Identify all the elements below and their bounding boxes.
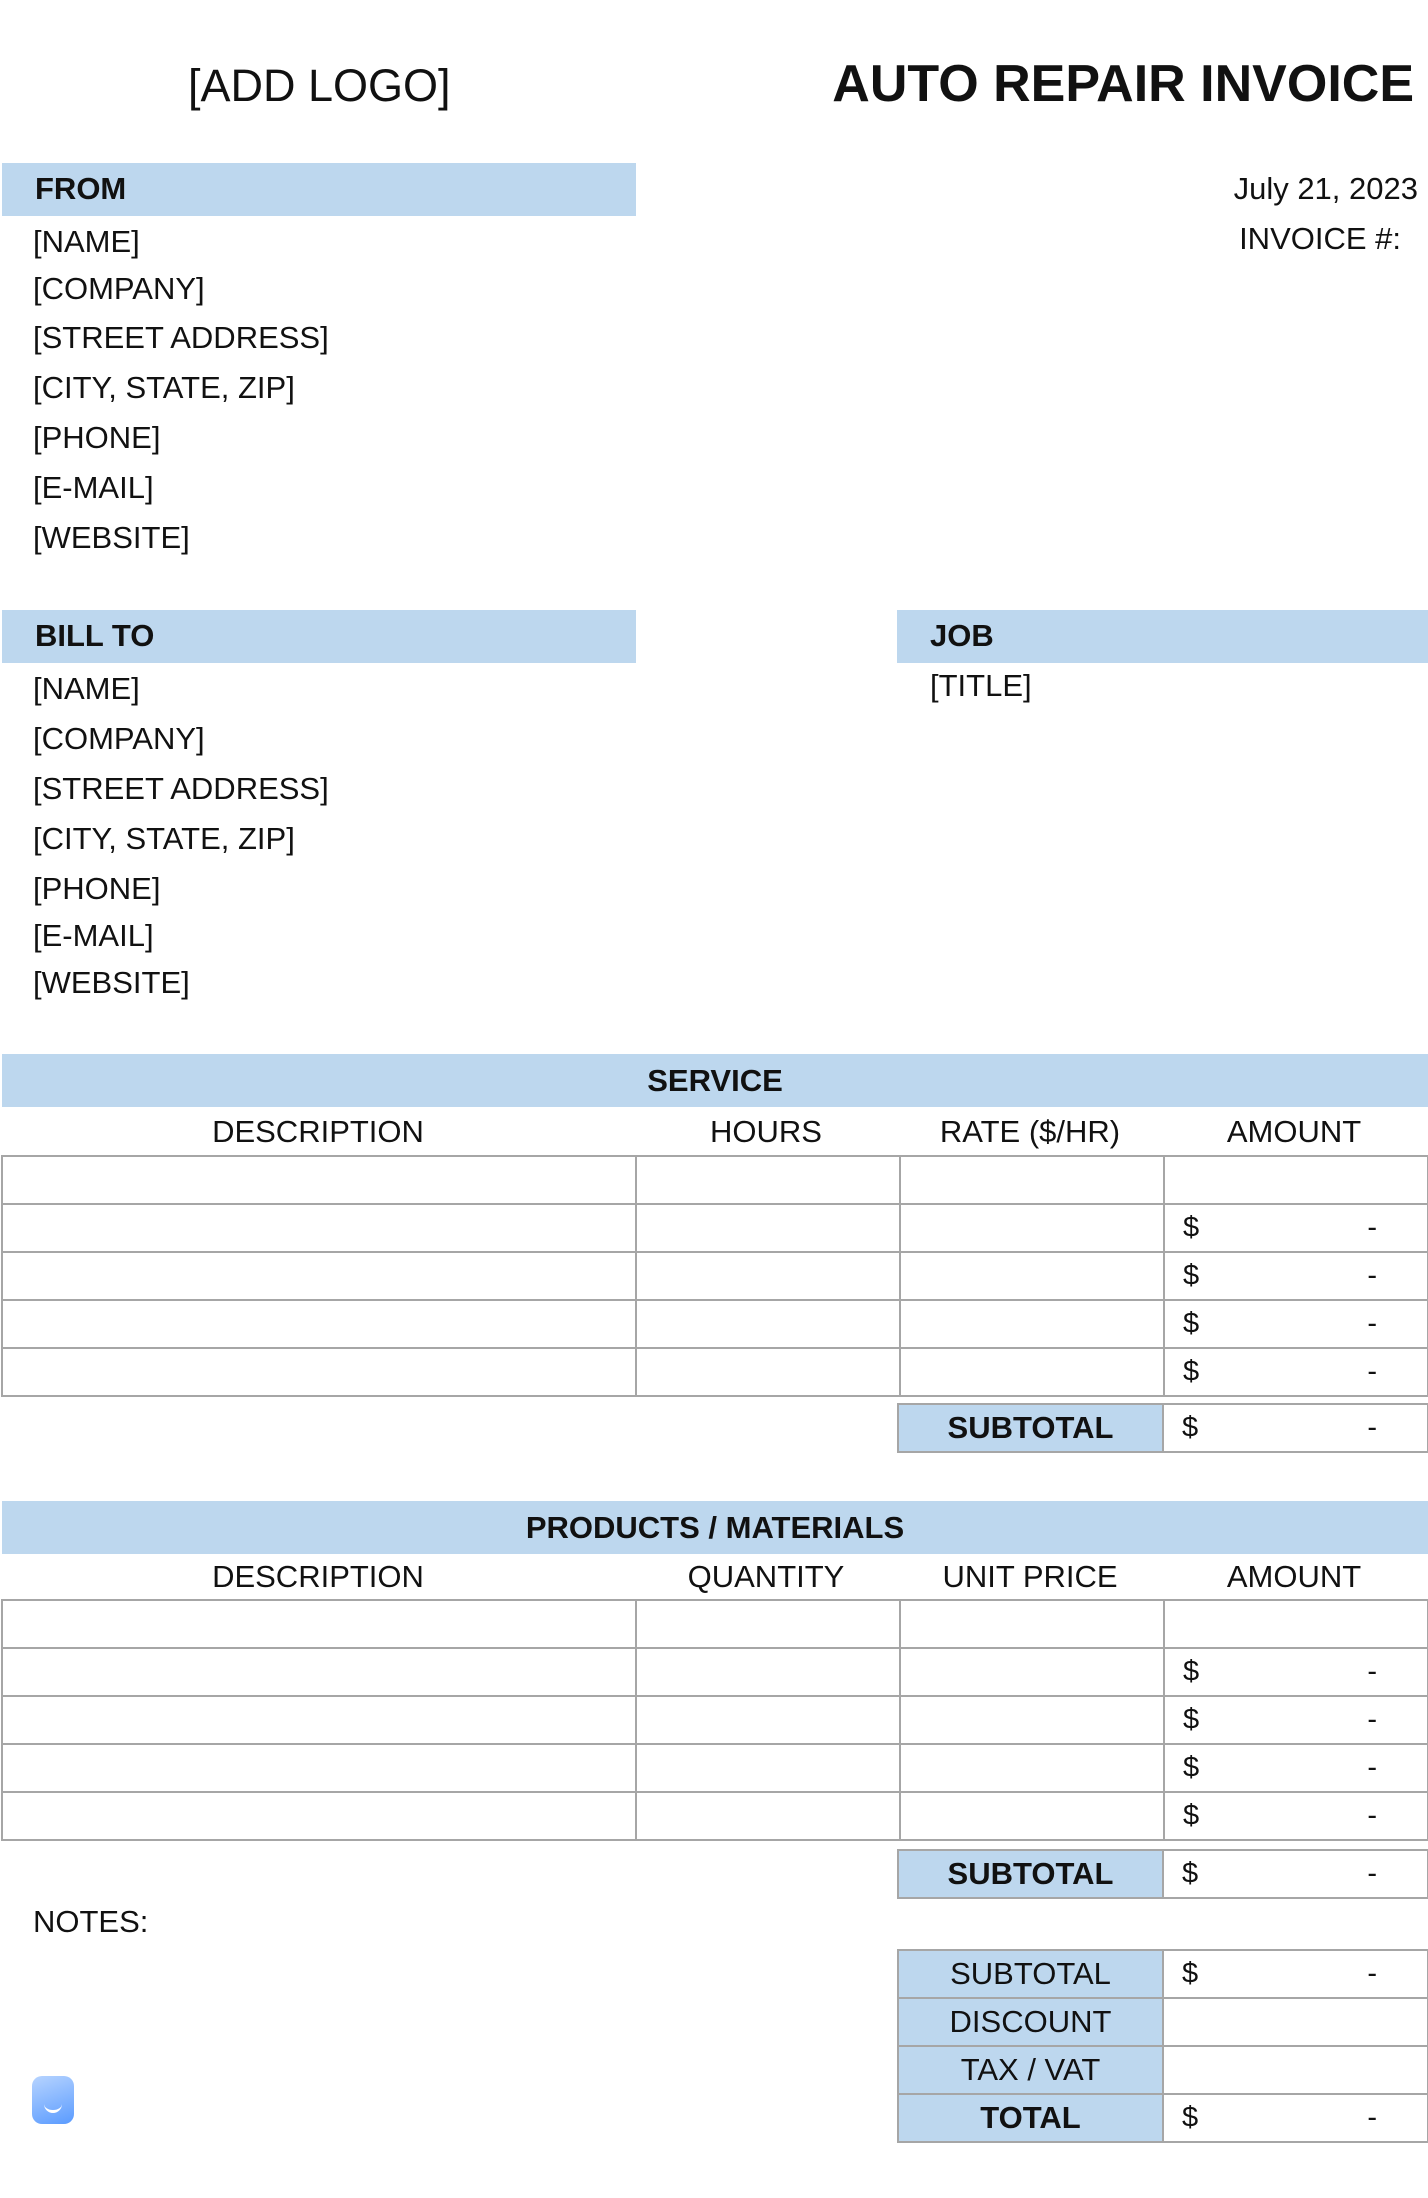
invoice-date: July 21, 2023 (1233, 171, 1418, 206)
product-amount-cell (1164, 1600, 1428, 1648)
tax-value-cell[interactable] (1163, 2046, 1428, 2094)
service-subtotal (897, 1403, 1428, 1453)
from-email: [E-MAIL] (33, 470, 154, 505)
products-header (2, 1501, 1428, 1554)
product-unit-price-cell[interactable] (900, 1696, 1164, 1744)
products-col-description: DESCRIPTION (212, 1559, 424, 1594)
amount-value: - (1367, 1703, 1377, 1736)
from-city: [CITY, STATE, ZIP] (33, 370, 295, 405)
product-description-cell[interactable] (2, 1696, 636, 1744)
service-subtotal-cell (1163, 1404, 1428, 1452)
product-description-cell[interactable] (2, 1744, 636, 1792)
table-row (2, 1696, 1428, 1744)
table-row (898, 1850, 1428, 1898)
currency-symbol: $ (1182, 1411, 1199, 1444)
service-amount-cell (1164, 1156, 1428, 1204)
discount-label: DISCOUNT (898, 1998, 1163, 2046)
from-name: [NAME] (33, 224, 140, 259)
service-description-cell[interactable] (2, 1300, 636, 1348)
service-description-cell[interactable] (2, 1156, 636, 1204)
service-hours-cell[interactable] (636, 1300, 900, 1348)
service-col-description: DESCRIPTION (212, 1114, 424, 1149)
bill-to-company: [COMPANY] (33, 721, 205, 756)
table-row (2, 1792, 1428, 1840)
table-row (2, 1156, 1428, 1204)
totals-subtotal-value: - (1367, 1957, 1377, 1990)
currency-symbol: $ (1183, 1799, 1200, 1832)
product-description-cell[interactable] (2, 1648, 636, 1696)
service-subtotal-value: - (1367, 1411, 1377, 1444)
smile-icon (44, 2100, 62, 2113)
currency-symbol: $ (1183, 1307, 1200, 1340)
notes-label: NOTES: (33, 1904, 149, 1939)
service-header (2, 1054, 1428, 1107)
product-amount-cell (1164, 1696, 1428, 1744)
currency-symbol: $ (1182, 1957, 1199, 1990)
service-rate-cell[interactable] (900, 1300, 1164, 1348)
invoice-title: AUTO REPAIR INVOICE (832, 55, 1414, 113)
service-description-cell[interactable] (2, 1348, 636, 1396)
bill-to-city: [CITY, STATE, ZIP] (33, 821, 295, 856)
bill-to-street: [STREET ADDRESS] (33, 771, 329, 806)
totals-subtotal-cell (1163, 1950, 1428, 1998)
service-rate-cell[interactable] (900, 1348, 1164, 1396)
amount-value: - (1367, 1211, 1377, 1244)
total-label: TOTAL (898, 2094, 1163, 2142)
service-table (1, 1155, 1428, 1397)
service-col-rate: RATE ($/HR) (939, 1114, 1121, 1149)
service-hours-cell[interactable] (636, 1348, 900, 1396)
products-subtotal-value: - (1367, 1857, 1377, 1890)
products-subtotal (897, 1849, 1428, 1899)
currency-symbol: $ (1183, 1703, 1200, 1736)
assistant-widget-icon[interactable] (32, 2076, 74, 2124)
service-amount-cell (1164, 1348, 1428, 1396)
bill-to-label: BILL TO (35, 618, 155, 653)
service-col-hours: HOURS (710, 1114, 822, 1149)
service-amount-cell (1164, 1252, 1428, 1300)
from-company: [COMPANY] (33, 271, 205, 306)
service-rate-cell[interactable] (900, 1204, 1164, 1252)
product-unit-price-cell[interactable] (900, 1600, 1164, 1648)
product-amount-cell (1164, 1648, 1428, 1696)
discount-value-cell[interactable] (1163, 1998, 1428, 2046)
table-row (898, 2094, 1428, 2142)
bill-to-header (2, 610, 636, 663)
table-row (898, 1950, 1428, 1998)
products-col-unit-price: UNIT PRICE (942, 1559, 1118, 1594)
service-amount-cell (1164, 1204, 1428, 1252)
amount-value: - (1367, 1799, 1377, 1832)
job-label: JOB (930, 618, 994, 653)
product-amount-cell (1164, 1792, 1428, 1840)
table-row (898, 2046, 1428, 2094)
product-unit-price-cell[interactable] (900, 1792, 1164, 1840)
product-unit-price-cell[interactable] (900, 1744, 1164, 1792)
service-description-cell[interactable] (2, 1204, 636, 1252)
products-table (1, 1599, 1428, 1841)
service-amount-cell (1164, 1300, 1428, 1348)
total-value: - (1367, 2101, 1377, 2134)
product-quantity-cell[interactable] (636, 1600, 900, 1648)
totals-table (897, 1949, 1428, 2143)
service-col-amount: AMOUNT (1226, 1114, 1362, 1149)
service-hours-cell[interactable] (636, 1204, 900, 1252)
product-description-cell[interactable] (2, 1600, 636, 1648)
service-label: SERVICE (647, 1063, 783, 1098)
totals-subtotal-label: SUBTOTAL (898, 1950, 1163, 1998)
amount-value: - (1367, 1259, 1377, 1292)
table-row (2, 1648, 1428, 1696)
table-row (898, 1998, 1428, 2046)
service-subtotal-label: SUBTOTAL (898, 1404, 1163, 1452)
amount-value: - (1367, 1751, 1377, 1784)
table-row (2, 1600, 1428, 1648)
service-description-cell[interactable] (2, 1252, 636, 1300)
products-col-quantity: QUANTITY (687, 1559, 845, 1594)
job-header (897, 610, 1428, 663)
product-quantity-cell[interactable] (636, 1648, 900, 1696)
product-quantity-cell[interactable] (636, 1696, 900, 1744)
bill-to-name: [NAME] (33, 671, 140, 706)
bill-to-website: [WEBSITE] (33, 965, 190, 1000)
currency-symbol: $ (1183, 1211, 1200, 1244)
tax-label: TAX / VAT (898, 2046, 1163, 2094)
currency-symbol: $ (1183, 1751, 1200, 1784)
from-header (2, 163, 636, 216)
currency-symbol: $ (1182, 1857, 1199, 1890)
service-hours-cell[interactable] (636, 1156, 900, 1204)
table-row (898, 1404, 1428, 1452)
product-quantity-cell[interactable] (636, 1792, 900, 1840)
from-label: FROM (35, 171, 127, 206)
currency-symbol: $ (1183, 1655, 1200, 1688)
products-label: PRODUCTS / MATERIALS (525, 1510, 905, 1545)
amount-value: - (1367, 1655, 1377, 1688)
products-col-amount: AMOUNT (1226, 1559, 1362, 1594)
service-hours-cell[interactable] (636, 1252, 900, 1300)
table-row (2, 1252, 1428, 1300)
product-description-cell[interactable] (2, 1792, 636, 1840)
product-amount-cell (1164, 1744, 1428, 1792)
bill-to-email: [E-MAIL] (33, 918, 154, 953)
product-unit-price-cell[interactable] (900, 1648, 1164, 1696)
table-row (2, 1348, 1428, 1396)
service-rate-cell[interactable] (900, 1156, 1164, 1204)
products-subtotal-label: SUBTOTAL (898, 1850, 1163, 1898)
table-row (2, 1300, 1428, 1348)
products-subtotal-cell (1163, 1850, 1428, 1898)
currency-symbol: $ (1183, 1259, 1200, 1292)
bill-to-phone: [PHONE] (33, 871, 161, 906)
job-title: [TITLE] (930, 668, 1032, 703)
total-cell (1163, 2094, 1428, 2142)
from-website: [WEBSITE] (33, 520, 190, 555)
invoice-number-label: INVOICE #: (1239, 221, 1401, 256)
amount-value: - (1367, 1355, 1377, 1388)
amount-value: - (1367, 1307, 1377, 1340)
service-rate-cell[interactable] (900, 1252, 1164, 1300)
table-row (2, 1744, 1428, 1792)
logo-placeholder: [ADD LOGO] (188, 60, 451, 111)
currency-symbol: $ (1182, 2101, 1199, 2134)
from-phone: [PHONE] (33, 420, 161, 455)
product-quantity-cell[interactable] (636, 1744, 900, 1792)
currency-symbol: $ (1183, 1355, 1200, 1388)
table-row (2, 1204, 1428, 1252)
from-street: [STREET ADDRESS] (33, 320, 329, 355)
